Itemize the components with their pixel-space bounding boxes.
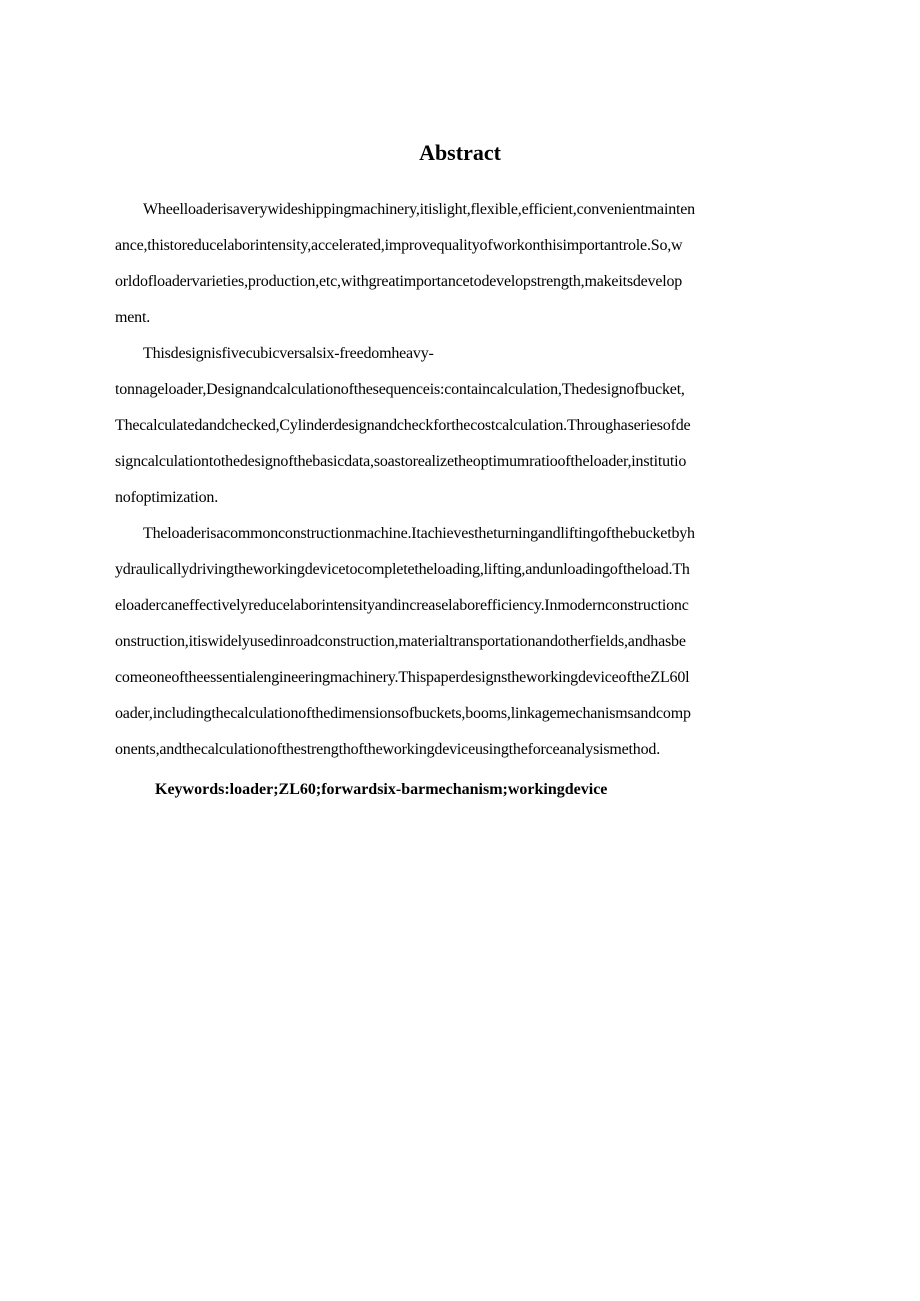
paragraph-1-line-2: ance,thistoreducelaborintensity,accelerated,improvequalityofworkonthisimportantrole.So,w <box>115 237 683 254</box>
paragraph-2-line-5: nofoptimization. <box>115 489 219 506</box>
paragraph-3-line-6: oader,includingthecalculationofthedimensionsofbuckets,booms,linkagemechanismsandcomp <box>115 705 691 722</box>
paragraph-2-line-4: signcalculationtothedesignofthebasicdata,soastorealizetheoptimumratiooftheloader,institutio <box>115 453 687 470</box>
paragraph-2-line-2: tonnageloader,Designandcalculationofthesequenceis:containcalculation,Thedesignofbucket, <box>115 381 685 398</box>
paragraph-2-line-3: Thecalculatedandchecked,Cylinderdesignandcheckforthecostcalculation.Throughaseriesofde <box>115 417 691 434</box>
paragraph-3-line-4: onstruction,itiswidelyusedinroadconstruction,materialtransportationandotherfields,andhasbe <box>115 633 686 650</box>
paragraph-1-line-4: ment. <box>115 309 150 326</box>
paragraph-3-line-7: onents,andthecalculationofthestrengthoftheworkingdeviceusingtheforceanalysismethod. <box>115 741 661 758</box>
paragraph-3-line-3: eloadercaneffectivelyreducelaborintensityandincreaselaborefficiency.Inmodernconstructionc <box>115 597 689 614</box>
paragraph-2-line-1: Thisdesignisfivecubicversalsix-freedomheavy- <box>143 345 434 362</box>
keywords-line: Keywords:loader;ZL60;forwardsix-barmechanism;workingdevice <box>155 781 608 798</box>
paragraph-3-line-1: Theloaderisacommonconstructionmachine.Itachievestheturningandliftingofthebucketbyh <box>143 525 695 542</box>
abstract-title: Abstract <box>419 140 501 165</box>
paragraph-3-line-2: ydraulicallydrivingtheworkingdevicetocompletetheloading,lifting,andunloadingoftheload.Th <box>115 561 690 578</box>
paragraph-1-line-1: Wheelloaderisaverywideshippingmachinery,itislight,flexible,efficient,convenientmainten <box>143 201 695 218</box>
paragraph-1-line-3: orldofloadervarieties,production,etc,withgreatimportancetodevelopstrength,makeitsdevelop <box>115 273 683 290</box>
paragraph-3-line-5: comeoneoftheessentialengineeringmachinery.ThispaperdesignstheworkingdeviceoftheZL60l <box>115 669 690 686</box>
